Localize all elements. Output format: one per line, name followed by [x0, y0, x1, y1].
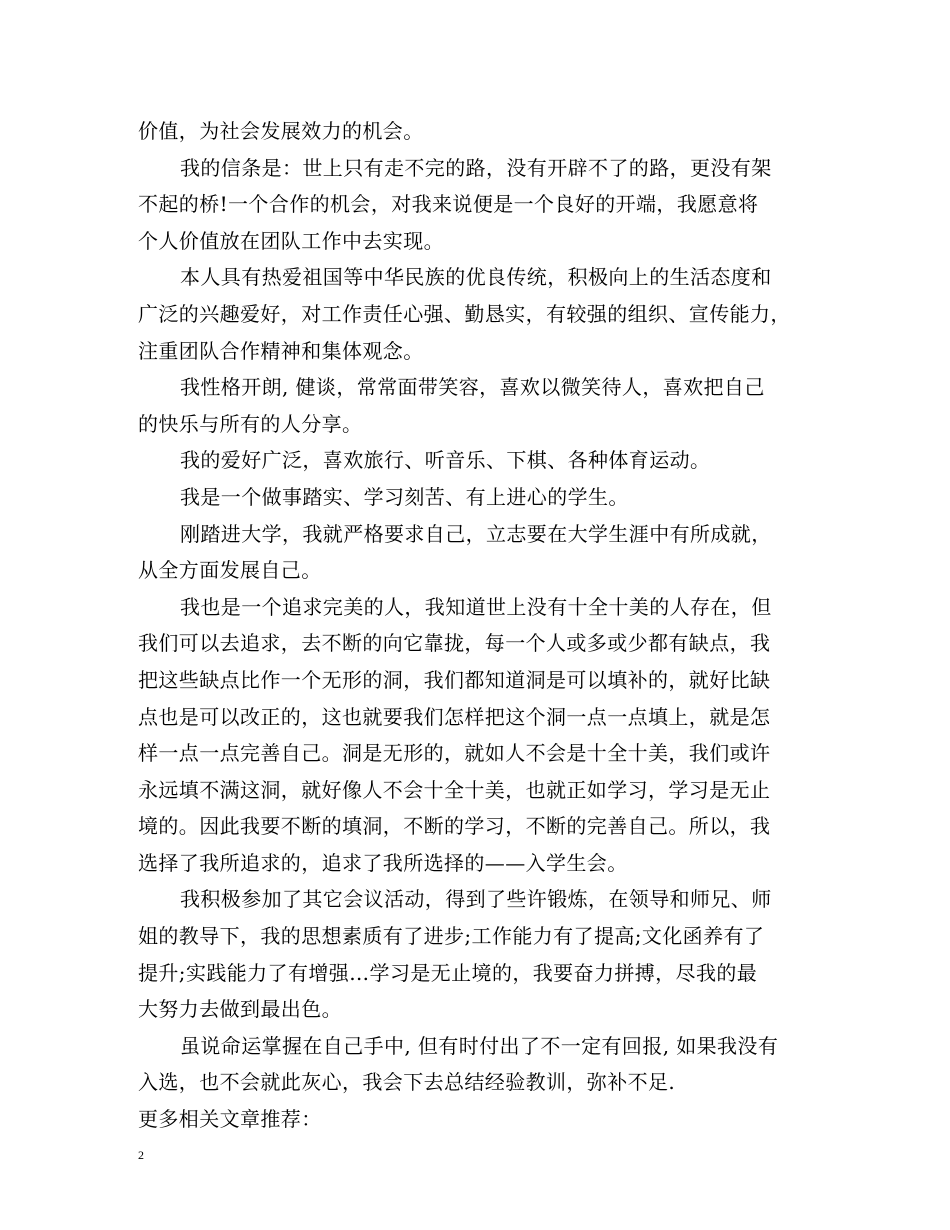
- text-line: 本人具有热爱祖国等中华民族的优良传统，积极向上的生活态度和: [180, 265, 772, 290]
- text-line: 大努力去做到最出色。: [138, 997, 342, 1022]
- text-line: 我的爱好广泛，喜欢旅行、听音乐、下棋、各种体育运动。: [180, 448, 711, 473]
- text-line: 点也是可以改正的，这也就要我们怎样把这个洞一点一点填上，就是怎: [138, 704, 771, 729]
- text-line: 样一点一点完善自己。洞是无形的，就如人不会是十全十美，我们或许: [138, 741, 771, 766]
- text-line: 我的信条是：世上只有走不完的路，没有开辟不了的路，更没有架: [180, 155, 772, 180]
- text-line: 不起的桥!一个合作的机会，对我来说便是一个良好的开端，我愿意将: [138, 192, 759, 217]
- text-line: 我性格开朗, 健谈，常常面带笑容，喜欢以微笑待人，喜欢把自己: [180, 375, 765, 400]
- text-line: 我也是一个追求完美的人，我知道世上没有十全十美的人存在，但: [180, 594, 772, 619]
- body-text: [138, 113, 818, 1138]
- text-line: 把这些缺点比作一个无形的洞，我们都知道洞是可以填补的，就好比缺: [138, 667, 771, 692]
- text-line: 价值，为社会发展效力的机会。: [138, 119, 424, 143]
- text-line: 提升;实践能力了有增强…学习是无止境的，我要奋力拼搏，尽我的最: [138, 960, 758, 985]
- text-line: 广泛的兴趣爱好，对工作责任心强、勤恳实，有较强的组织、宣传能力，: [138, 301, 791, 326]
- text-line: 永远填不满这洞，就好像人不会十全十美，也就正如学习，学习是无止: [138, 777, 771, 802]
- text-line: 虽说命运掌握在自己手中, 但有时付出了不一定有回报, 如果我没有: [180, 1033, 779, 1058]
- text-line: 个人价值放在团队工作中去实现。: [138, 228, 444, 253]
- page-number: 2: [138, 1148, 144, 1162]
- text-line: 姐的教导下，我的思想素质有了进步;工作能力有了提高;文化函养有了: [138, 924, 765, 949]
- text-line: 境的。因此我要不断的填洞，不断的学习，不断的完善自己。所以，我: [138, 814, 771, 839]
- text-line: 的快乐与所有的人分享。: [138, 411, 363, 436]
- text-line: 注重团队合作精神和集体观念。: [138, 338, 424, 363]
- text-line: 选择了我所追求的，追求了我所选择的——入学生会。: [138, 850, 628, 875]
- text-line: 我是一个做事踏实、学习刻苦、有上进心的学生。: [180, 484, 629, 509]
- text-line: 我们可以去追求，去不断的向它靠拢，每一个人或多或少都有缺点，我: [138, 631, 771, 656]
- text-line: 从全方面发展自己。: [138, 558, 322, 583]
- text-line: 入选，也不会就此灰心，我会下去总结经验教训，弥补不足.: [138, 1070, 676, 1095]
- text-line: 刚踏进大学，我就严格要求自己，立志要在大学生涯中有所成就，: [180, 521, 772, 546]
- text-line: 更多相关文章推荐：: [138, 1107, 322, 1132]
- text-line: 我积极参加了其它会议活动，得到了些许锻炼，在领导和师兄、师: [180, 887, 772, 912]
